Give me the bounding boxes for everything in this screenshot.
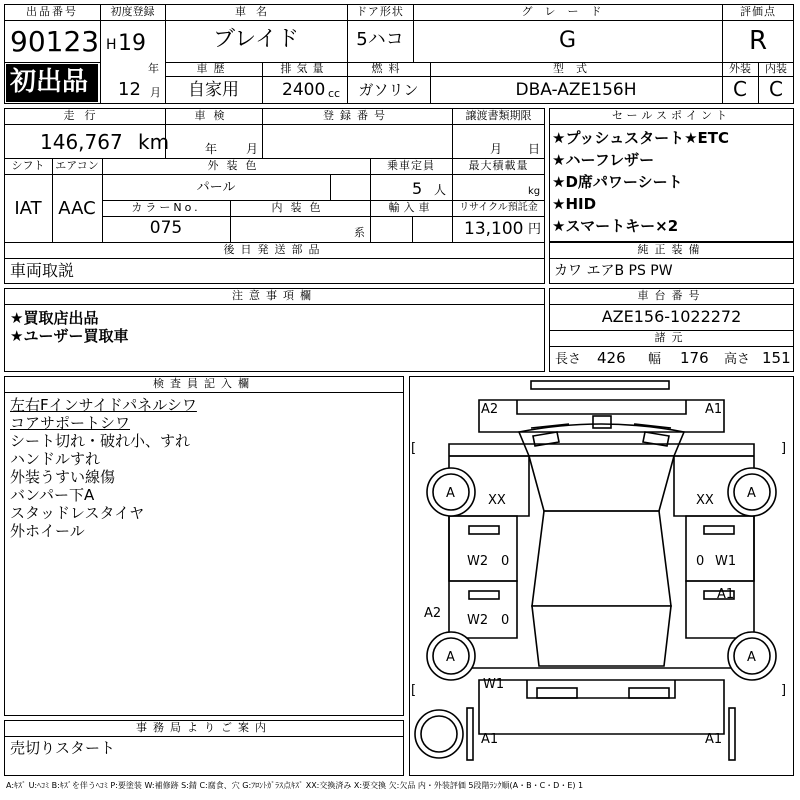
interior-color-label: 内装色	[271, 201, 329, 214]
import-label: 輸入車	[388, 201, 434, 214]
bracket-open: [	[411, 441, 417, 456]
legend-text: A:ｷｽﾞ U:ﾍｺﾐ B:ｷｽﾞを伴うﾍｺﾐ P:要塗装 W:補修跡 S:錆 C:腐食、穴 G:ﾌﾛﾝﾄｶﾞﾗｽ点ｷｽﾞ XX:交換済み X:要交換 欠:欠品 内・外装評価 5段階ﾗﾝｸ順(A・B・C・D・E) 1	[6, 781, 584, 790]
car-name: ブレイド	[212, 27, 300, 52]
recycle-deposit-unit: 円	[528, 222, 542, 237]
interior-grade: C	[769, 77, 783, 101]
mark-door-fl-dent: 0	[501, 554, 510, 569]
history-label: 車歴	[196, 62, 231, 75]
model-label: 型式	[553, 62, 599, 75]
inspector-line: コアサポートシワ	[10, 414, 131, 432]
equipment-value: カワ エアB PS PW	[554, 263, 673, 279]
car-damage-diagram	[409, 376, 794, 776]
exterior-label: 外装	[729, 62, 751, 75]
mark-tire-fl: A	[446, 486, 455, 501]
dimensions-label: 諸元	[654, 331, 689, 344]
later-parts: 車両取説	[10, 261, 75, 280]
mileage-unit: km	[138, 130, 170, 154]
mark-tire-rl: A	[446, 650, 455, 665]
length: 426	[597, 349, 626, 367]
note-item: ★買取店出品	[10, 309, 99, 327]
mark-rear-left: A1	[481, 732, 499, 747]
mark-front-right: A1	[705, 402, 723, 417]
inspector-label: 検査員記入欄	[153, 377, 255, 390]
notes-label: 注意事項欄	[232, 289, 317, 302]
inspection-year-unit: 年	[205, 142, 218, 156]
max-load-label: 最大積載量	[468, 159, 529, 172]
inspector-line: バンパー下A	[10, 486, 95, 504]
history: 自家用	[188, 80, 239, 100]
height-label: 高さ	[724, 352, 751, 367]
mark-door-rr: A1	[717, 587, 735, 602]
era-mark: H	[106, 37, 117, 53]
aircon-label: エアコン	[55, 159, 99, 172]
transfer-deadline-label: 譲渡書類期限	[465, 109, 532, 122]
door-shape: 5ハコ	[356, 29, 404, 50]
office-label: 事務局よりご案内	[136, 721, 272, 734]
car-name-label: 車名	[235, 5, 277, 18]
office-text: 売切りスタート	[10, 739, 116, 757]
grade-label: グレード	[521, 5, 614, 18]
inspection-month-unit: 月	[246, 142, 259, 156]
interior-label: 内装	[765, 62, 787, 75]
door-shape-label: ドア形状	[356, 5, 404, 18]
shift-label: シフト	[11, 159, 45, 172]
recycle-deposit-label: リサイクル預託金	[459, 202, 538, 213]
registration-month: 12	[118, 79, 141, 100]
first-listing-text: 初出品	[10, 67, 89, 97]
aircon: AAC	[58, 198, 96, 219]
chassis-label: 車台番号	[637, 289, 706, 302]
lot-number-label: 出品番号	[26, 5, 78, 18]
mark-door-rl: W2	[467, 613, 489, 628]
inspector-line: スタッドレスタイヤ	[10, 504, 145, 522]
capacity: 5	[412, 179, 423, 198]
inspector-line: 左右Fインサイドパネルシワ	[10, 396, 197, 414]
inspector-line: 外装うすい線傷	[10, 468, 116, 486]
sales-point-item: ★スマートキー×2	[552, 217, 679, 235]
mark-rear-quarter-left: W1	[483, 677, 505, 692]
later-parts-label: 後日発送部品	[223, 243, 326, 256]
transfer-day-unit: 日	[528, 142, 541, 156]
inspection-label: 車検	[194, 109, 233, 122]
first-registration-label: 初度登録	[110, 5, 155, 18]
mark-front-left: A2	[481, 402, 499, 417]
registration-year: 19	[118, 31, 146, 56]
transfer-month-unit: 月	[490, 142, 503, 156]
recycle-deposit: 13,100	[464, 219, 524, 239]
width-label: 幅	[648, 352, 662, 367]
mark-door-fr-dent: 0	[696, 554, 705, 569]
bracket-open-rear: [	[411, 683, 417, 698]
inspector-line: ハンドルすれ	[10, 450, 101, 468]
mark-fender-left: XX	[488, 493, 506, 508]
inspector-line: 外ホイール	[10, 522, 85, 540]
equipment-label: 純正装備	[637, 243, 706, 256]
mark-door-fr: W1	[715, 554, 737, 569]
model-code: DBA-AZE156H	[515, 80, 637, 100]
mark-door-rl-dent: 0	[501, 613, 510, 628]
mark-tire-rr: A	[747, 650, 756, 665]
displacement-unit: cc	[328, 87, 341, 100]
mark-door-fl: W2	[467, 554, 489, 569]
capacity-label: 乗車定員	[387, 159, 435, 172]
registration-number-label: 登録番号	[323, 109, 391, 122]
interior-color-unit: 系	[354, 226, 365, 239]
grade: G	[558, 28, 577, 53]
bracket-close: ]	[781, 441, 787, 456]
color-number-label: カラーNo.	[131, 201, 201, 214]
color-number: 075	[149, 218, 183, 238]
lot-number: 90123	[10, 25, 100, 58]
mark-rear-right: A1	[705, 732, 723, 747]
fuel: ガソリン	[358, 81, 419, 99]
chassis-number: AZE156-1022272	[601, 307, 742, 326]
sales-point-item: ★HID	[552, 195, 597, 213]
height: 151	[762, 349, 791, 367]
mark-tire-fr: A	[747, 486, 756, 501]
mileage-label: 走行	[63, 109, 106, 122]
mileage: 146,767	[40, 130, 123, 154]
exterior-color: パール	[196, 180, 236, 195]
score-label: 評価点	[740, 5, 776, 18]
exterior-grade: C	[733, 77, 747, 101]
length-label: 長さ	[555, 352, 582, 367]
inspector-line: シート切れ・破れ小、すれ	[10, 432, 191, 450]
displacement: 2400	[282, 80, 326, 100]
width: 176	[680, 349, 709, 367]
bracket-close-rear: ]	[781, 683, 787, 698]
shift: IAT	[14, 198, 42, 219]
exterior-color-label: 外装色	[207, 159, 265, 172]
sales-point-item: ★D席パワーシート	[552, 173, 683, 191]
note-item: ★ユーザー買取車	[10, 327, 129, 345]
year-unit: 年	[148, 62, 159, 75]
fuel-label: 燃料	[371, 62, 406, 75]
capacity-unit: 人	[434, 183, 447, 197]
month-unit: 月	[150, 86, 161, 99]
displacement-label: 排気量	[280, 62, 329, 75]
max-load-unit: kg	[528, 186, 541, 197]
mark-fender-right: XX	[696, 493, 714, 508]
sales-point-item: ★ハーフレザー	[552, 151, 655, 169]
sales-point-item: ★プッシュスタート★ETC	[552, 129, 730, 147]
sales-points-label: セールスポイント	[611, 109, 731, 122]
mark-quarter-left: A2	[424, 606, 442, 621]
score: R	[748, 26, 768, 56]
